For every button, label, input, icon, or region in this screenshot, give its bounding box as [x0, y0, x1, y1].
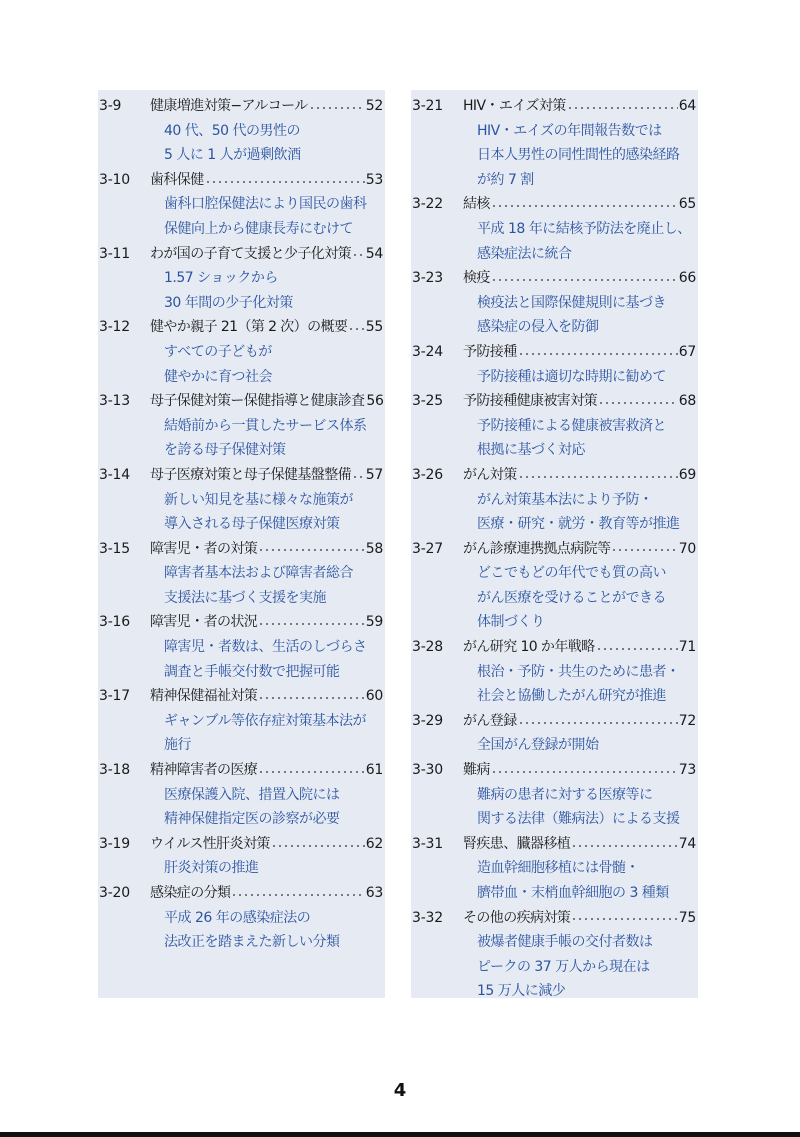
toc-entry-heading	[98, 610, 385, 635]
toc-entry-heading	[98, 242, 385, 267]
title-line	[463, 340, 696, 365]
toc-entry[interactable]	[411, 389, 698, 463]
toc-entry[interactable]	[411, 709, 698, 758]
page-ref: 60	[365, 688, 383, 705]
section-subtitle: 予防接種は適切な時期に勧めて	[477, 368, 666, 385]
section-title: 障害児・者の状況	[150, 614, 258, 631]
section-title: HIV・エイズ対策	[463, 98, 566, 114]
page-ref: 73	[678, 762, 696, 779]
section-title: わが国の子育て支援と少子化対策	[150, 245, 351, 262]
section-title: 腎疾患、臓器移植	[463, 835, 571, 852]
title-line	[150, 832, 383, 857]
dot-leader	[611, 549, 677, 551]
toc-entry-heading	[411, 340, 698, 365]
section-subtitle: 社会と協働したがん研究が推進	[477, 688, 666, 705]
section-subtitle: 施行	[164, 737, 191, 754]
section-title: 感染症の分類	[150, 885, 231, 901]
section-subtitle: が約 7 割	[477, 171, 534, 188]
section-subtitle: がん医療を受けることができる	[477, 589, 666, 606]
section-number: 3-28	[412, 639, 443, 656]
section-number: 3-18	[99, 762, 130, 779]
section-subtitle: 臍帯血・末梢血幹細胞の 3 種類	[477, 885, 669, 901]
dot-leader	[258, 771, 365, 773]
section-subtitle: 平成 26 年の感染症法の	[164, 909, 311, 926]
bottom-rule	[0, 1132, 800, 1137]
toc-entry-heading	[98, 684, 385, 709]
section-subtitle: 感染症の侵入を防御	[477, 319, 599, 336]
dot-leader	[352, 254, 365, 256]
section-number: 3-32	[412, 909, 443, 926]
section-number: 3-22	[412, 196, 443, 213]
section-title: 精神保健福祉対策	[150, 688, 258, 705]
toc-entry[interactable]	[411, 537, 698, 635]
dot-leader	[491, 279, 678, 281]
section-subtitle: 障害児・者数は、生活のしづらさ	[164, 639, 367, 656]
page-ref: 55	[365, 319, 383, 336]
toc-entry[interactable]	[98, 684, 385, 758]
page-ref: 52	[365, 98, 383, 114]
toc-entry-heading	[98, 881, 385, 906]
dot-leader	[271, 845, 365, 847]
dot-leader	[491, 771, 678, 773]
section-subtitle: がん対策基本法により予防・	[477, 491, 653, 508]
toc-entry[interactable]	[98, 242, 385, 316]
section-title: 母子保健対策ー保健指導と健康診査	[150, 393, 365, 410]
title-line	[150, 315, 383, 340]
title-line	[463, 906, 696, 931]
page-ref: 65	[678, 196, 696, 213]
title-line	[463, 635, 696, 660]
dot-leader	[309, 107, 365, 109]
page-ref: 53	[365, 171, 383, 188]
section-subtitle: 法改正を踏まえた新しい分類	[164, 934, 340, 951]
page-ref: 58	[365, 540, 383, 557]
dot-leader	[518, 722, 678, 724]
toc-entry[interactable]	[98, 168, 385, 242]
toc-entry[interactable]	[98, 537, 385, 611]
section-number: 3-11	[99, 245, 130, 262]
page-ref: 64	[678, 98, 696, 114]
section-number: 3-19	[99, 835, 130, 852]
toc-entry[interactable]	[411, 906, 698, 1004]
page-ref: 61	[365, 762, 383, 779]
section-subtitle: を誇る母子保健対策	[164, 442, 286, 459]
toc-entry-heading	[98, 315, 385, 340]
toc-entry[interactable]	[98, 389, 385, 463]
page-ref: 67	[678, 343, 696, 360]
title-line	[150, 94, 383, 119]
section-subtitle: 5 人に 1 人が過剰飲酒	[164, 147, 301, 164]
section-subtitle: 根拠に基づく対応	[477, 442, 585, 459]
section-subtitle: 結婚前から一貫したサービス体系	[164, 417, 367, 434]
dot-leader	[491, 205, 678, 207]
section-subtitle: 予防接種による健康被害救済と	[477, 417, 666, 434]
section-title: 結核	[463, 196, 490, 213]
toc-entry-heading	[98, 168, 385, 193]
toc-entry-heading	[98, 94, 385, 119]
section-subtitle: 根治・予防・共生のために患者・	[477, 663, 680, 680]
section-number: 3-10	[99, 171, 130, 188]
section-number: 3-26	[412, 466, 443, 483]
toc-entry-heading	[98, 463, 385, 488]
toc-entry[interactable]	[411, 635, 698, 709]
dot-leader	[518, 353, 678, 355]
section-title: がん研究 10 か年戦略	[463, 639, 595, 656]
page-ref: 70	[678, 540, 696, 557]
title-line	[463, 709, 696, 734]
page-number: 4	[393, 1080, 407, 1101]
dot-leader	[518, 476, 678, 478]
section-subtitle: 肝炎対策の推進	[164, 860, 259, 877]
toc-entry[interactable]	[98, 832, 385, 881]
toc-entry-heading	[411, 463, 698, 488]
section-title: 健やか親子 21（第 2 次）の概要	[150, 319, 348, 336]
section-number: 3-25	[412, 393, 443, 410]
title-line	[463, 266, 696, 291]
page-ref: 75	[678, 909, 696, 926]
section-subtitle: 歯科口腔保健法により国民の歯科	[164, 196, 367, 213]
section-subtitle: 検疫法と国際保健規則に基づき	[477, 294, 666, 311]
section-number: 3-13	[99, 393, 130, 410]
title-line	[150, 684, 383, 709]
section-title: 検疫	[463, 270, 490, 287]
section-number: 3-31	[412, 835, 443, 852]
toc-column-right	[411, 90, 698, 998]
section-subtitle: 精神保健指定医の診察が必要	[164, 811, 340, 828]
section-number: 3-16	[99, 614, 130, 631]
toc-entry[interactable]	[411, 266, 698, 340]
page-ref: 59	[365, 614, 383, 631]
section-number: 3-30	[412, 762, 443, 779]
title-line	[463, 94, 696, 119]
toc-entry[interactable]	[98, 315, 385, 389]
toc-entry[interactable]	[411, 340, 698, 389]
page-ref: 74	[678, 835, 696, 852]
title-line	[463, 832, 696, 857]
section-number: 3-21	[412, 98, 443, 114]
toc-entry-heading	[98, 758, 385, 783]
section-title: 健康増進対策−アルコール	[150, 98, 308, 114]
section-subtitle: 全国がん登録が開始	[477, 737, 599, 754]
section-subtitle: 40 代、50 代の男性の	[164, 122, 301, 139]
page-ref: 66	[678, 270, 696, 287]
toc-list-left	[98, 94, 385, 955]
toc-entry[interactable]	[98, 758, 385, 832]
toc-entry-heading	[411, 389, 698, 414]
section-title: がん登録	[463, 712, 517, 729]
section-title: 予防接種健康被害対策	[463, 393, 597, 410]
dot-leader	[567, 107, 678, 109]
page-ref: 63	[365, 885, 383, 901]
toc-entry[interactable]	[411, 94, 698, 192]
section-number: 3-20	[99, 885, 130, 901]
section-subtitle: ギャンブル等依存症対策基本法が	[164, 712, 366, 729]
section-number: 3-15	[99, 540, 130, 557]
page-ref: 72	[678, 712, 696, 729]
section-number: 3-9	[99, 98, 122, 114]
toc-column-left	[98, 90, 385, 998]
section-subtitle: 感染症法に統合	[477, 245, 572, 262]
toc-entry-heading	[98, 832, 385, 857]
dot-leader	[348, 328, 365, 330]
section-subtitle: 日本人男性の同性間性的感染経路	[477, 147, 680, 164]
section-number: 3-24	[412, 343, 443, 360]
section-title: 母子医療対策と母子保健基盤整備	[150, 466, 351, 483]
section-title: ウイルス性肝炎対策	[150, 835, 270, 852]
dot-leader	[352, 476, 365, 478]
section-subtitle: 導入される母子保健医療対策	[164, 516, 340, 533]
section-subtitle: 支援法に基づく支援を実施	[164, 589, 326, 606]
toc-entry-heading	[411, 192, 698, 217]
toc-entry[interactable]	[411, 832, 698, 906]
section-subtitle: 調査と手帳交付数で把握可能	[164, 663, 340, 680]
page-ref: 56	[366, 393, 384, 410]
section-number: 3-12	[99, 319, 130, 336]
title-line	[150, 242, 383, 267]
toc-entry[interactable]	[98, 610, 385, 684]
title-line	[150, 881, 383, 906]
section-subtitle: 30 年間の少子化対策	[164, 294, 293, 311]
page-ref: 68	[678, 393, 696, 410]
page-ref: 57	[365, 466, 383, 483]
section-subtitle: 難病の患者に対する医療等に	[477, 786, 653, 803]
toc-entry-heading	[411, 832, 698, 857]
toc-entry[interactable]	[98, 463, 385, 537]
section-title: その他の疾病対策	[463, 909, 571, 926]
toc-entry[interactable]	[98, 94, 385, 168]
toc-entry-heading	[411, 635, 698, 660]
dot-leader	[258, 697, 365, 699]
title-line	[463, 192, 696, 217]
page-ref: 54	[365, 245, 383, 262]
section-number: 3-23	[412, 270, 443, 287]
dot-leader	[258, 549, 365, 551]
toc-list-right	[411, 94, 698, 1004]
title-line	[150, 168, 383, 193]
section-subtitle: 1.57 ショックから	[164, 270, 278, 287]
section-subtitle: 15 万人に減少	[477, 983, 566, 1000]
title-line	[150, 389, 383, 414]
section-subtitle: 健やかに育つ社会	[164, 368, 272, 385]
title-line	[463, 389, 696, 414]
title-line	[463, 463, 696, 488]
toc-entry-heading	[411, 709, 698, 734]
section-subtitle: 造血幹細胞移植には骨髄・	[477, 860, 639, 877]
section-subtitle: すべての子どもが	[164, 343, 272, 360]
toc-entry-heading	[98, 389, 385, 414]
section-subtitle: 被爆者健康手帳の交付者数は	[477, 934, 653, 951]
toc-entry-heading	[411, 906, 698, 931]
dot-leader	[571, 918, 678, 920]
toc-entry[interactable]	[411, 192, 698, 266]
section-subtitle: 医療・研究・就労・教育等が推進	[477, 516, 680, 533]
dot-leader	[205, 181, 365, 183]
section-subtitle: 障害者基本法および障害者総合	[164, 565, 353, 582]
section-title: 難病	[463, 762, 490, 779]
title-line	[463, 537, 696, 562]
toc-entry-heading	[411, 94, 698, 119]
toc-entry-heading	[98, 537, 385, 562]
section-subtitle: 医療保護入院、措置入院には	[164, 786, 340, 803]
page-ref: 62	[365, 835, 383, 852]
section-title: がん対策	[463, 466, 517, 483]
section-subtitle: 保健向上から健康長寿にむけて	[164, 220, 353, 237]
section-subtitle: HIV・エイズの年間報告数では	[477, 122, 662, 139]
page-ref: 69	[678, 466, 696, 483]
section-number: 3-14	[99, 466, 130, 483]
dot-leader	[571, 845, 678, 847]
section-subtitle: 平成 18 年に結核予防法を廃止し、	[477, 220, 691, 237]
title-line	[150, 758, 383, 783]
section-title: 障害児・者の対策	[150, 540, 258, 557]
section-subtitle: どこでもどの年代でも質の高い	[477, 565, 666, 582]
title-line	[463, 758, 696, 783]
toc-entry-heading	[411, 537, 698, 562]
dot-leader	[596, 648, 678, 650]
section-subtitle: 体制づくり	[477, 614, 545, 631]
dot-leader	[258, 623, 365, 625]
section-number: 3-27	[412, 540, 443, 557]
title-line	[150, 610, 383, 635]
section-subtitle: 関する法律（難病法）による支援	[477, 811, 680, 828]
page-ref: 71	[678, 639, 696, 656]
section-subtitle: 新しい知見を基に様々な施策が	[164, 491, 353, 508]
section-number: 3-17	[99, 688, 130, 705]
section-title: 精神障害者の医療	[150, 762, 258, 779]
section-title: 予防接種	[463, 343, 517, 360]
toc-entry-heading	[411, 758, 698, 783]
toc-entry[interactable]	[411, 758, 698, 832]
section-subtitle: ピークの 37 万人から現在は	[477, 958, 650, 975]
dot-leader	[231, 894, 364, 896]
section-title: 歯科保健	[150, 171, 204, 188]
section-title: がん診療連携拠点病院等	[463, 540, 611, 557]
toc-entry[interactable]	[98, 881, 385, 955]
dot-leader	[598, 402, 678, 404]
title-line	[150, 537, 383, 562]
toc-entry-heading	[411, 266, 698, 291]
section-number: 3-29	[412, 712, 443, 729]
toc-entry[interactable]	[411, 463, 698, 537]
title-line	[150, 463, 383, 488]
